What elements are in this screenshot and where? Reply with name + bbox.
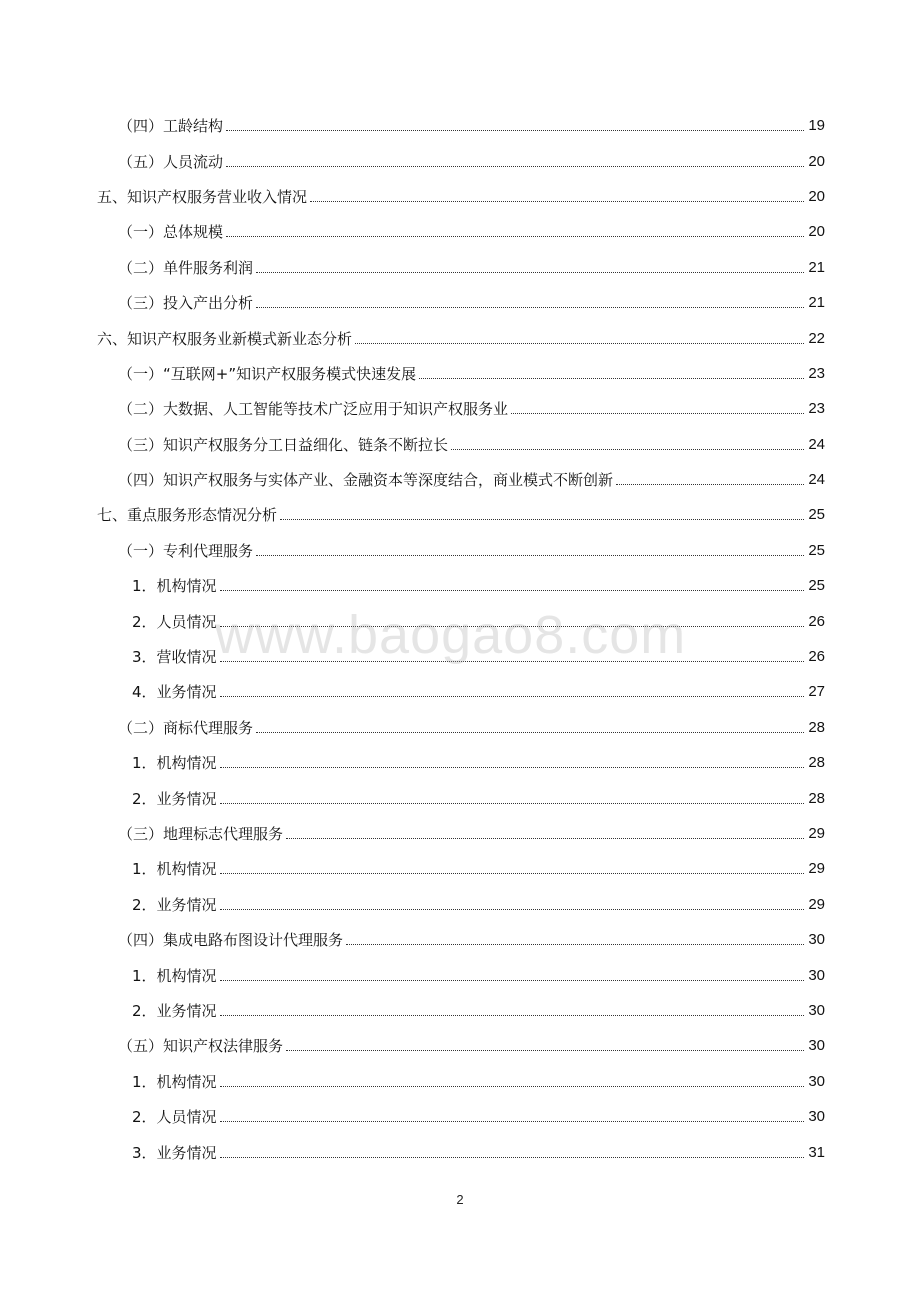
toc-entry-page: 20 [808, 223, 825, 241]
toc-entry[interactable] [0, 851, 920, 886]
toc-entry[interactable] [0, 710, 920, 745]
toc-entry[interactable] [0, 214, 920, 249]
dot-leader [220, 803, 804, 804]
toc-entry[interactable] [0, 816, 920, 851]
toc-entry-title: （一）专利代理服务 [118, 541, 254, 560]
toc-entry[interactable] [0, 462, 920, 497]
toc-entry[interactable] [0, 427, 920, 462]
toc-entry-title: 1．机构情况 [132, 754, 217, 773]
toc-entry-page: 28 [808, 789, 825, 807]
dot-leader [355, 343, 804, 344]
toc-entry-title: 4．业务情况 [132, 683, 217, 702]
toc-entry-page: 23 [808, 400, 825, 418]
toc-entry[interactable] [0, 250, 920, 285]
toc-entry[interactable] [0, 957, 920, 992]
toc-entry-title: 2．业务情况 [132, 1001, 217, 1020]
toc-entry[interactable] [0, 993, 920, 1028]
toc-entry[interactable] [0, 674, 920, 709]
watermark: www.baogao8.com [215, 605, 687, 665]
dot-leader [286, 1050, 804, 1051]
toc-entry-title: 2．人员情况 [132, 1108, 217, 1127]
toc-entry-page: 24 [808, 471, 825, 489]
table-of-contents [0, 108, 920, 1170]
toc-entry-title: 2．业务情况 [132, 895, 217, 914]
toc-entry-title: （四）知识产权服务与实体产业、金融资本等深度结合，商业模式不断创新 [118, 471, 614, 490]
toc-entry[interactable] [0, 356, 920, 391]
dot-leader [220, 626, 804, 627]
dot-leader [226, 130, 804, 131]
dot-leader [220, 1157, 804, 1158]
dot-leader [226, 166, 804, 167]
toc-entry-page: 25 [808, 541, 825, 559]
toc-entry[interactable] [0, 285, 920, 320]
toc-entry-title: 1．机构情况 [132, 966, 217, 985]
dot-leader [310, 201, 804, 202]
dot-leader [280, 519, 804, 520]
toc-entry-title: （三）知识产权服务分工日益细化、链条不断拉长 [118, 435, 449, 454]
page-number: 2 [456, 1192, 464, 1207]
toc-entry[interactable] [0, 533, 920, 568]
dot-leader [616, 484, 804, 485]
toc-entry-title: 3．营收情况 [132, 648, 217, 667]
toc-entry-title: （三）地理标志代理服务 [118, 825, 284, 843]
toc-entry-title: 1．机构情况 [132, 577, 217, 596]
toc-entry-page: 30 [808, 1001, 825, 1019]
dot-leader [419, 378, 804, 379]
toc-entry[interactable] [0, 603, 920, 638]
dot-leader [220, 1121, 804, 1122]
dot-leader [226, 236, 804, 237]
toc-entry-page: 29 [808, 860, 825, 878]
dot-leader [256, 732, 804, 733]
dot-leader [220, 909, 804, 910]
dot-leader [220, 1086, 804, 1087]
toc-entry[interactable] [0, 391, 920, 426]
toc-entry-title: （四）工龄结构 [118, 117, 224, 136]
toc-entry-page: 25 [808, 506, 825, 524]
dot-leader [256, 307, 804, 308]
toc-entry-page: 30 [808, 1108, 825, 1126]
toc-entry[interactable] [0, 497, 920, 532]
toc-entry-title: （一）“互联网+”知识产权服务模式快速发展 [118, 364, 417, 383]
toc-entry-page: 27 [808, 683, 825, 701]
toc-entry-page: 26 [808, 648, 825, 666]
toc-entry-title: （二）大数据、人工智能等技术广泛应用于知识产权服务业 [118, 400, 509, 419]
toc-entry-title: （四）集成电路布图设计代理服务 [118, 931, 344, 950]
toc-entry-title: （二）单件服务利润 [118, 258, 254, 277]
toc-entry-title: （五）人员流动 [118, 152, 224, 171]
toc-entry-page: 30 [808, 1072, 825, 1090]
toc-entry-title: 五、知识产权服务营业收入情况 [97, 187, 308, 206]
dot-leader [220, 590, 804, 591]
toc-entry-title: 1．机构情况 [132, 860, 217, 879]
toc-entry[interactable] [0, 887, 920, 922]
toc-entry[interactable] [0, 143, 920, 178]
toc-entry-page: 23 [808, 364, 825, 382]
toc-entry-title: 3．业务情况 [132, 1143, 217, 1162]
toc-entry[interactable] [0, 639, 920, 674]
toc-entry[interactable] [0, 320, 920, 355]
toc-entry-page: 28 [808, 718, 825, 736]
toc-entry-page: 26 [808, 612, 825, 630]
toc-entry-page: 20 [808, 152, 825, 170]
toc-entry-page: 19 [808, 117, 825, 135]
toc-entry-title: 六、知识产权服务业新模式新业态分析 [97, 329, 353, 348]
toc-entry-title: （一）总体规模 [118, 223, 224, 242]
toc-entry-title: 七、重点服务形态情况分析 [97, 506, 278, 525]
toc-entry-page: 30 [808, 1037, 825, 1055]
toc-entry[interactable] [0, 745, 920, 780]
dot-leader [220, 767, 804, 768]
toc-entry-page: 24 [808, 435, 825, 453]
toc-entry-page: 29 [808, 825, 825, 842]
toc-entry-title: 1．机构情况 [132, 1072, 217, 1091]
toc-entry[interactable] [0, 179, 920, 214]
toc-entry[interactable] [0, 108, 920, 143]
dot-leader [220, 1015, 804, 1016]
dot-leader [451, 449, 804, 450]
dot-leader [511, 413, 804, 414]
dot-leader [256, 272, 804, 273]
dot-leader [220, 980, 804, 981]
toc-entry-page: 30 [808, 931, 825, 949]
dot-leader [286, 838, 804, 839]
toc-entry[interactable] [0, 1028, 920, 1063]
dot-leader [256, 555, 804, 556]
toc-entry-page: 31 [808, 1143, 825, 1161]
toc-entry-page: 28 [808, 754, 825, 772]
toc-entry-page: 21 [808, 258, 825, 276]
toc-entry-title: 2．人员情况 [132, 612, 217, 631]
toc-entry-page: 25 [808, 577, 825, 595]
toc-entry-title: 2．业务情况 [132, 789, 217, 808]
toc-entry-title: （三）投入产出分析 [118, 294, 254, 313]
toc-entry[interactable] [0, 1064, 920, 1099]
toc-entry[interactable] [0, 780, 920, 815]
toc-entry-page: 20 [808, 187, 825, 205]
dot-leader [220, 661, 804, 662]
toc-entry-page: 21 [808, 294, 825, 312]
toc-entry-title: （二）商标代理服务 [118, 718, 254, 737]
toc-entry-page: 22 [808, 329, 825, 347]
dot-leader [346, 944, 804, 945]
toc-entry[interactable] [0, 1134, 920, 1169]
toc-entry[interactable] [0, 922, 920, 957]
toc-entry-page: 30 [808, 966, 825, 984]
toc-entry[interactable] [0, 568, 920, 603]
dot-leader [220, 696, 804, 697]
dot-leader [220, 873, 804, 874]
toc-entry-title: （五）知识产权法律服务 [118, 1037, 284, 1056]
toc-entry-page: 29 [808, 895, 825, 913]
toc-entry[interactable] [0, 1099, 920, 1134]
